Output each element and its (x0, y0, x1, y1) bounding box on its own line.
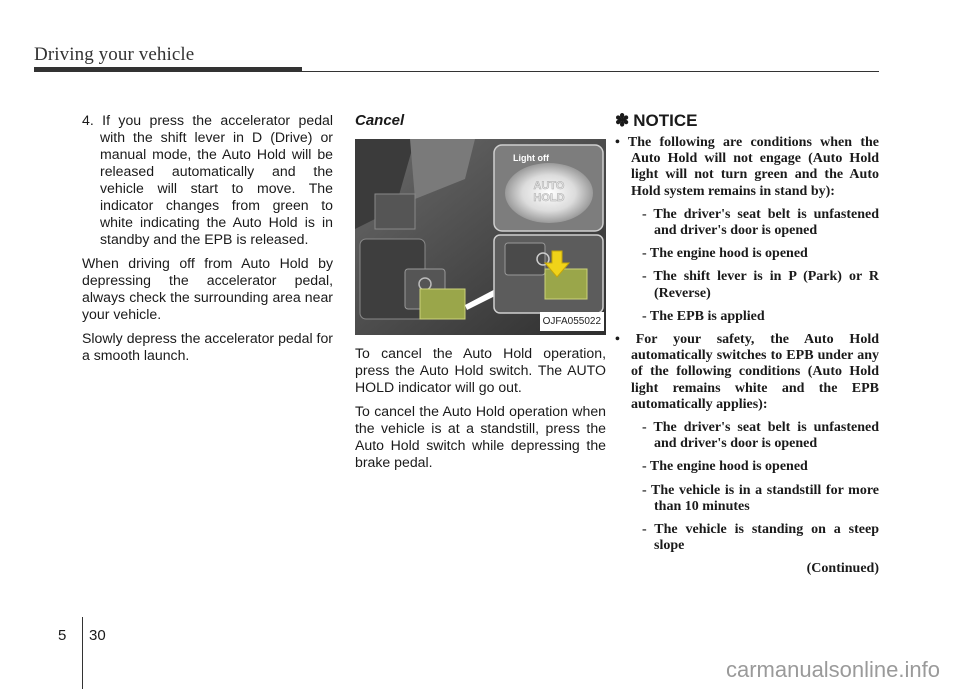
notice-subitem: - The shift lever is in P (Park) or R (Reverse) (642, 269, 879, 301)
watermark: carmanualsonline.info (725, 657, 940, 682)
notice-box (615, 112, 879, 585)
notice-bullet: • The following are conditions when the Auto Hold will not engage (Auto Hold light will not turn green and the Auto Hold system remains in stand by): (615, 135, 879, 199)
notice-label: NOTICE (633, 111, 698, 130)
notice-subitem: - The driver's seat belt is unfastened and driver's door is opened (642, 206, 879, 239)
notice-title (615, 112, 879, 129)
chapter-number: 5 (58, 627, 67, 644)
paragraph: To cancel the Auto Hold operation, press the Auto Hold switch. The AUTO HOLD indicator will go out. (355, 345, 606, 395)
notice-subitem: - The engine hood is opened (642, 246, 808, 262)
svg-text:HOLD: HOLD (533, 192, 565, 204)
notice-subitem: - The driver's seat belt is unfastened and driver's door is opened (642, 420, 879, 452)
console-illustration (355, 139, 606, 335)
notice-subitem: - The vehicle is standing on a steep slope (642, 522, 879, 554)
column-1 (82, 112, 333, 371)
svg-text:AUTO: AUTO (533, 180, 565, 192)
paragraph: When driving off from Auto Hold by depressing the accelerator pedal, always check the surrounding area near your vehicle. (82, 255, 333, 322)
list-item-4: 4. If you press the accelerator pedal with the shift lever in D (Drive) or manual mode, the Auto Hold will be released automatically and the vehicle will start to move. The indicator changes from green to white indicating the Auto Hold is in standby and the EPB is released. (82, 112, 333, 247)
column-2 (355, 112, 606, 478)
notice-subitem: - The engine hood is opened (642, 459, 808, 475)
paragraph: To cancel the Auto Hold operation when the vehicle is at a standstill, press the Auto Hold switch while depressing the brake pedal. (355, 403, 606, 470)
auto-hold-switch-figure (355, 139, 606, 335)
page-number: 30 (89, 627, 106, 644)
section-heading-cancel: Cancel (355, 112, 405, 129)
inset-label: Light off (513, 153, 549, 163)
header-rule (34, 71, 879, 72)
notice-subitem: - The EPB is applied (642, 308, 765, 324)
notice-subitem: - The vehicle is in a standstill for more than 10 minutes (642, 482, 879, 514)
notice-bullet: • For your safety, the Auto Hold automatically switches to EPB under any of the following conditions (Auto Hold light remains white and the EPB automatically applies): (615, 332, 879, 412)
header-title: Driving your vehicle (34, 44, 195, 65)
paragraph: Slowly depress the accelerator pedal for a smooth launch. (82, 330, 333, 363)
figure-code: OJFA055022 (540, 312, 604, 331)
asterisk-icon: ✽ (615, 111, 630, 130)
continued-label: (Continued) (806, 561, 879, 577)
footer-divider (82, 617, 83, 689)
notice-body (615, 135, 879, 578)
